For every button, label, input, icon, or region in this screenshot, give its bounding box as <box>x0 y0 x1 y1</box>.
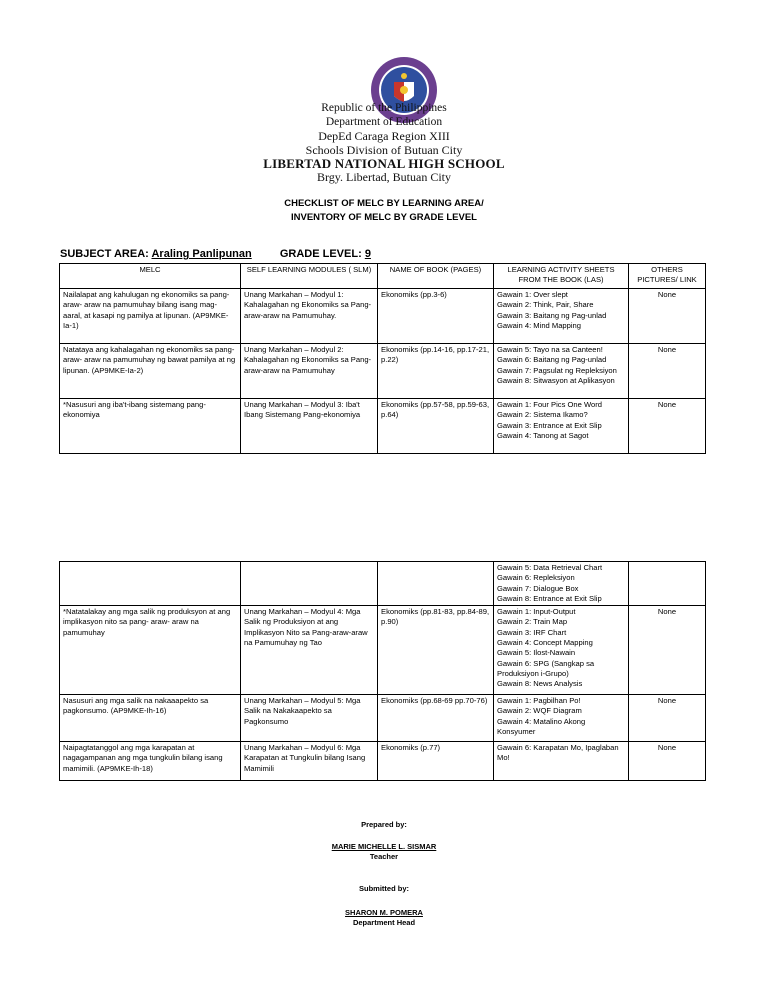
table-row <box>60 344 706 399</box>
slm-cell: Unang Markahan – Modyul 3: Iba't Ibang Sistemang Pang-ekonomiya <box>241 399 378 454</box>
las-item: Gawain 6: SPG (Sangkap sa Produksiyon i-Grupo) <box>497 658 595 678</box>
others-cell: None <box>629 742 706 781</box>
las-cell <box>494 695 629 742</box>
book-cell: Ekonomiks (p.77) <box>378 742 494 781</box>
header-region: DepEd Caraga Region XIII <box>318 129 450 143</box>
las-cell <box>494 606 629 695</box>
subject-value: Araling Panlipunan <box>151 248 252 260</box>
las-item: Gawain 2: WQF Diagram <box>497 706 582 716</box>
melc-cell: Nasusuri ang mga salik na nakaaapekto sa pagkonsumo. (AP9MKE-Ih-16) <box>60 695 241 742</box>
others-cell: None <box>629 344 706 399</box>
las-item: Gawain 1: Four Pics One Word <box>497 400 602 409</box>
table-header-row <box>60 264 706 289</box>
header-division: Schools Division of Butuan City <box>305 143 463 157</box>
las-item: Gawain 3: Entrance at Exit Slip <box>497 420 602 430</box>
prepared-name: MARIE MICHELLE L. SISMAR <box>331 842 437 851</box>
book-cell: Ekonomiks (pp.81-83, pp.84-89, p.90) <box>378 606 494 695</box>
las-item: Gawain 4: Mind Mapping <box>497 320 581 330</box>
melc-cell: *Natatalakay ang mga salik ng produksyon at ang implikasyon nito sa pang- araw- araw na pamumuhay <box>60 606 241 695</box>
table-row <box>60 606 706 695</box>
melc-cell: *Nasusuri ang iba't-ibang sistemang pang-ekonomiya <box>60 399 241 454</box>
table-row <box>60 289 706 344</box>
las-item: Gawain 4: Tanong at Sagot <box>497 430 589 440</box>
melc-table-page1 <box>59 263 706 454</box>
header-republic: Republic of the Philippines <box>321 102 447 114</box>
las-item: Gawain 5: Data Retrieval Chart <box>497 563 603 572</box>
slm-cell: Unang Markahan – Modyul 4: Mga Salik ng Produksiyon at ang Implikasyon Nito sa Pang-araw-araw na Pamumuhay ng Tao <box>241 606 378 695</box>
las-item: Gawain 4: Concept Mapping <box>497 638 593 648</box>
las-item: Gawain 5: Tayo na sa Canteen! <box>497 345 603 354</box>
header-others: OTHERS PICTURES/ LINK <box>629 264 706 289</box>
book-cell: Ekonomiks (pp.57-58, pp.59-63, p.64) <box>378 399 494 454</box>
header-address: Brgy. Libertad, Butuan City <box>317 170 451 184</box>
subject-grade-line <box>60 248 371 260</box>
book-cell: Ekonomiks (pp.14-16, pp.17-21, p.22) <box>378 344 494 399</box>
las-item: Gawain 6: Baitang ng Pag-unlad <box>497 355 607 365</box>
header-school: LIBERTAD NATIONAL HIGH SCHOOL <box>263 156 505 171</box>
las-item: Gawain 6: Repleksiyon <box>497 573 575 583</box>
header-las: LEARNING ACTIVITY SHEETS FROM THE BOOK (LAS) <box>494 264 629 289</box>
las-item: Gawain 7: Pagsulat ng Repleksiyon <box>497 365 617 375</box>
header-melc: MELC <box>60 264 241 289</box>
book-cell: Ekonomiks (pp.68-69 pp.70-76) <box>378 695 494 742</box>
submitted-name: SHARON M. POMERA <box>345 908 423 917</box>
submitted-title: Department Head <box>352 918 416 927</box>
header-department: Department of Education <box>325 116 443 128</box>
slm-cell <box>241 562 378 606</box>
melc-cell: Naipagtatanggol ang mga karapatan at nagagampanan ang mga tungkulin bilang isang mamimili. (AP9MKE-Ih-18) <box>60 742 241 781</box>
melc-table-page2 <box>59 561 706 781</box>
melc-cell: Natataya ang kahalagahan ng ekonomiks sa pang-araw- araw na pamumuhay ng bawat pamilya at ng lipunan. (AP9MKE-Ia-2) <box>60 344 241 399</box>
las-item: Gawain 6: Karapatan Mo, Ipaglaban Mo! <box>497 743 619 763</box>
las-cell <box>494 344 629 399</box>
others-cell: None <box>629 695 706 742</box>
las-item: Gawain 8: Sitwasyon at Aplikasyon <box>497 375 615 385</box>
prepared-label: Prepared by: <box>361 820 407 829</box>
others-cell: None <box>629 399 706 454</box>
subject-label: SUBJECT AREA: <box>60 248 149 260</box>
others-cell <box>629 562 706 606</box>
grade-value: 9 <box>364 248 371 260</box>
las-item: Gawain 3: IRF Chart <box>497 627 567 637</box>
las-cell <box>494 562 629 606</box>
melc-cell <box>60 562 241 606</box>
document-title-line2: INVENTORY OF MELC BY GRADE LEVEL <box>291 212 477 223</box>
table-row <box>60 399 706 454</box>
slm-cell: Unang Markahan – Modyul 6: Mga Karapatan at Tungkulin bilang Isang Mamimili <box>241 742 378 781</box>
las-cell <box>494 399 629 454</box>
las-item: Gawain 4: Matalino Akong Konsyumer <box>497 716 586 737</box>
las-item: Gawain 5: Ilost-Nawain <box>497 648 576 658</box>
las-item: Gawain 3: Baitang ng Pag-unlad <box>497 310 607 320</box>
las-item: Gawain 7: Dialogue Box <box>497 583 579 593</box>
las-cell <box>494 742 629 781</box>
las-item: Gawain 8: Entrance at Exit Slip <box>497 593 602 603</box>
las-item: Gawain 1: Input-Output <box>497 607 576 617</box>
table-row <box>60 742 706 781</box>
book-cell <box>378 562 494 606</box>
las-item: Gawain 2: Think, Pair, Share <box>497 300 594 310</box>
las-item: Gawain 1: Pagbilhan Po! <box>497 696 581 706</box>
slm-cell: Unang Markahan – Modyul 5: Mga Salik na Nakakaapekto sa Pagkonsumo <box>241 695 378 742</box>
submitted-label: Submitted by: <box>359 884 409 893</box>
prepared-title: Teacher <box>369 852 399 861</box>
table-row <box>60 562 706 606</box>
document-title-line1: CHECKLIST OF MELC BY LEARNING AREA/ <box>284 198 484 209</box>
las-item: Gawain 2: Train Map <box>497 617 568 627</box>
header-book: NAME OF BOOK (PAGES) <box>378 264 494 289</box>
others-cell: None <box>629 289 706 344</box>
las-item: Gawain 2: Sistema Ikamo? <box>497 410 588 420</box>
grade-label: GRADE LEVEL: <box>279 248 362 260</box>
las-item: Gawain 1: Over slept <box>497 290 568 299</box>
book-cell: Ekonomiks (pp.3-6) <box>378 289 494 344</box>
slm-cell: Unang Markahan – Modyul 2: Kahalagahan ng Ekonomiks sa Pang-araw-araw na Pamumuhay <box>241 344 378 399</box>
others-cell: None <box>629 606 706 695</box>
las-cell <box>494 289 629 344</box>
slm-cell: Unang Markahan – Modyul 1: Kahalagahan ng Ekonomiks sa Pang-araw-araw na Pamumuhay. <box>241 289 378 344</box>
melc-cell: Nailalapat ang kahulugan ng ekonomiks sa pang-araw- araw na pamumuhay bilang isang mag- aaral, at kasapi ng pamilya at lipunan. (AP9MKE-Ia-1) <box>60 289 241 344</box>
header-slm: SELF LEARNING MODULES ( SLM) <box>241 264 378 289</box>
las-item: Gawain 8: News Analysis <box>497 679 583 689</box>
table-row <box>60 695 706 742</box>
